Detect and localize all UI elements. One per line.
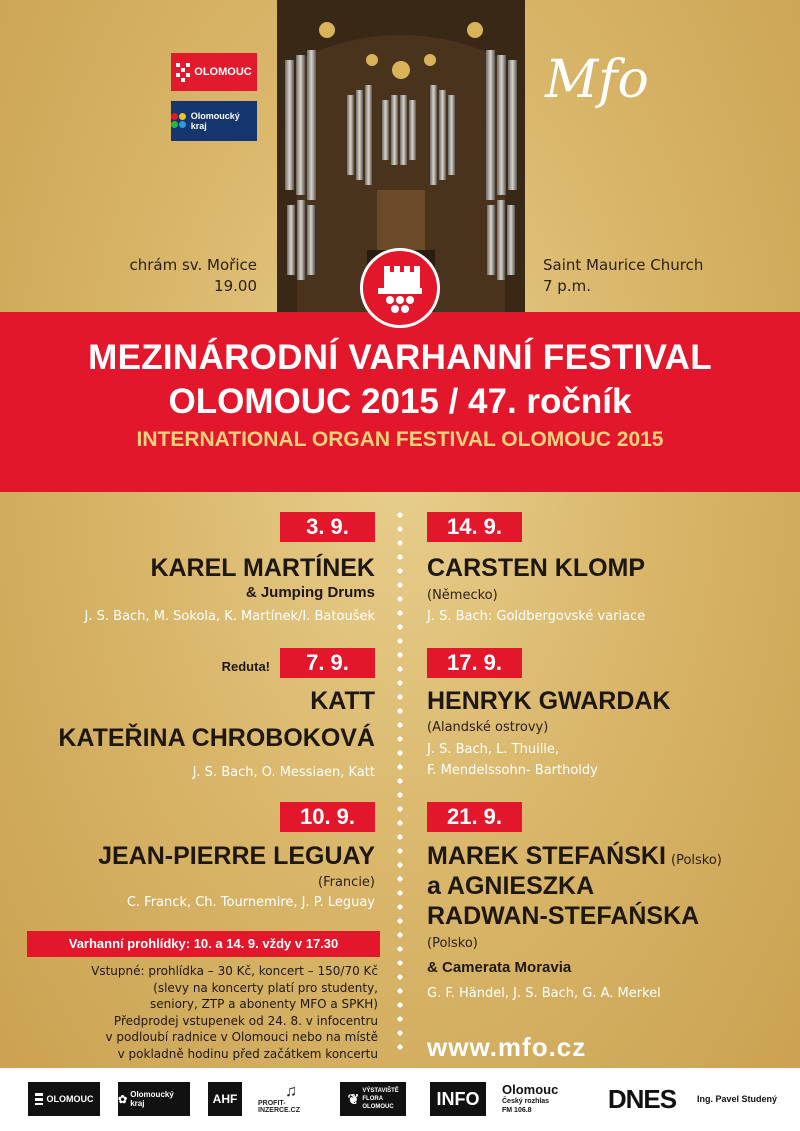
- venue-english-time: 7 p.m.: [543, 277, 591, 295]
- performer-name: KAREL MARTÍNEK: [150, 554, 375, 582]
- sponsor-profit-text: PROFIT-INZERCE.CZ: [258, 1100, 300, 1114]
- performer-name: a AGNIESZKA: [427, 872, 595, 900]
- flower-icon: [171, 113, 187, 129]
- megaphone-icon: ♫: [285, 1083, 297, 1100]
- venue-english-name: Saint Maurice Church: [543, 256, 704, 274]
- performer-country: (Francie): [318, 875, 375, 890]
- info-line: (slevy na koncerty platí pro studenty,: [153, 980, 378, 995]
- date-badge: 7. 9.: [280, 648, 375, 678]
- castle-emblem-icon: [360, 248, 440, 328]
- pixel-icon: [176, 63, 188, 81]
- date-badge: 14. 9.: [427, 512, 522, 542]
- date-badge: 10. 9.: [280, 802, 375, 832]
- mfo-logo: Mfo: [545, 50, 649, 110]
- festival-title-line2: OLOMOUC 2015 / 47. ročník: [168, 382, 632, 421]
- program-works: G. F. Händel, J. S. Bach, G. A. Merkel: [427, 986, 661, 1001]
- leaf-icon: ❦: [347, 1090, 360, 1107]
- performer-name: CARSTEN KLOMP: [427, 554, 646, 582]
- olomoucky-kraj-logo: [171, 101, 257, 141]
- sponsor-flora: [340, 1082, 406, 1116]
- rozhlas-name: Český rozhlas: [502, 1098, 550, 1105]
- program-works: F. Mendelssohn- Bartholdy: [427, 763, 598, 778]
- pixel-icon: [35, 1093, 43, 1105]
- sponsor-profit: [258, 1082, 324, 1116]
- performer-country: (Polsko): [427, 936, 478, 951]
- venue-czech-time: 19.00: [214, 277, 257, 295]
- rozhlas-city: Olomouc: [502, 1082, 559, 1097]
- rozhlas-frequency: FM 106.8: [502, 1107, 532, 1114]
- performer-name: MAREK STEFAŃSKI: [427, 842, 666, 870]
- venue-czech: [130, 255, 258, 297]
- date-badge: 17. 9.: [427, 648, 522, 678]
- program-works: J. S. Bach: Goldbergovské variace: [427, 609, 646, 624]
- sponsor-studeny: Ing. Pavel Studený: [696, 1094, 778, 1104]
- website-link[interactable]: www.mfo.cz: [427, 1032, 587, 1062]
- performer-country: (Německo): [427, 588, 498, 603]
- program-works: J. S. Bach, M. Sokola, K. Martínek/I. Batoušek: [84, 609, 375, 624]
- info-line: Předprodej vstupenek od 24. 8. v infocentru: [113, 1013, 378, 1028]
- venue-czech-name: chrám sv. Mořice: [129, 256, 257, 274]
- sponsor-olomouc: [28, 1082, 100, 1116]
- performer-sub: & Camerata Moravia: [427, 959, 572, 976]
- sponsor-ahf: AHF: [208, 1082, 242, 1116]
- performer-line: [427, 841, 722, 871]
- performer-name: KATT: [310, 687, 375, 715]
- info-line: v podloubí radnice v Olomouci nebo na místě: [105, 1030, 378, 1044]
- sponsor-olomouc-text: OLOMOUC: [46, 1094, 94, 1104]
- performer-name: HENRYK GWARDAK: [427, 687, 671, 715]
- date-badge: 3. 9.: [280, 512, 375, 542]
- olomoucky-kraj-logo-text: Olomoucký kraj: [190, 111, 240, 131]
- organ-tours-banner: Varhanní prohlídky: 10. a 14. 9. vždy v 17.30: [27, 931, 380, 957]
- sponsor-rozhlas: [502, 1082, 584, 1116]
- olomouc-logo-text: OLOMOUC: [194, 66, 252, 78]
- olomouc-logo: [171, 53, 257, 91]
- venue-english: [543, 255, 703, 297]
- ticket-info: [18, 963, 378, 1062]
- venue-note: Reduta!: [221, 659, 270, 674]
- sponsor-info: INFO: [430, 1082, 486, 1116]
- festival-title-line1: MEZINÁRODNÍ VARHANNÍ FESTIVAL: [88, 338, 712, 377]
- sponsor-dnes: DNES: [607, 1083, 677, 1114]
- program-works: J. S. Bach, L. Thuille,: [427, 742, 560, 757]
- info-line: Vstupné: prohlídka – 30 Kč, koncert – 150/70 Kč: [91, 964, 378, 978]
- program-works: C. Franck, Ch. Tournemire, J. P. Leguay: [126, 895, 375, 910]
- performer-name: RADWAN-STEFAŃSKA: [427, 902, 700, 930]
- festival-title-english: INTERNATIONAL ORGAN FESTIVAL OLOMOUC 2015: [136, 428, 664, 451]
- flower-icon: ✿: [118, 1093, 128, 1106]
- sponsor-flora-text: VÝSTAVIŠTĚ FLORA OLOMOUC: [362, 1088, 399, 1110]
- performer-country: (Alandské ostrovy): [427, 720, 549, 735]
- sponsor-footer: [0, 1068, 800, 1131]
- performer-sub: & Jumping Drums: [245, 584, 375, 601]
- info-line: v pokladně hodinu před začátkem koncertu: [117, 1046, 378, 1061]
- performer-country: (Polsko): [671, 853, 722, 868]
- sponsor-kraj-text: Olomoucký kraj: [130, 1090, 174, 1108]
- date-badge: 21. 9.: [427, 802, 522, 832]
- performer-name: KATEŘINA CHROBOKOVÁ: [58, 724, 375, 752]
- sponsor-kraj: [118, 1082, 190, 1116]
- column-divider: [397, 508, 403, 1053]
- performer-name: JEAN-PIERRE LEGUAY: [98, 842, 375, 870]
- info-line: seniory, ZTP a abonenty MFO a SPKH): [150, 997, 378, 1011]
- program-works: J. S. Bach, O. Messiaen, Katt: [192, 765, 375, 780]
- festival-banner: [0, 312, 800, 492]
